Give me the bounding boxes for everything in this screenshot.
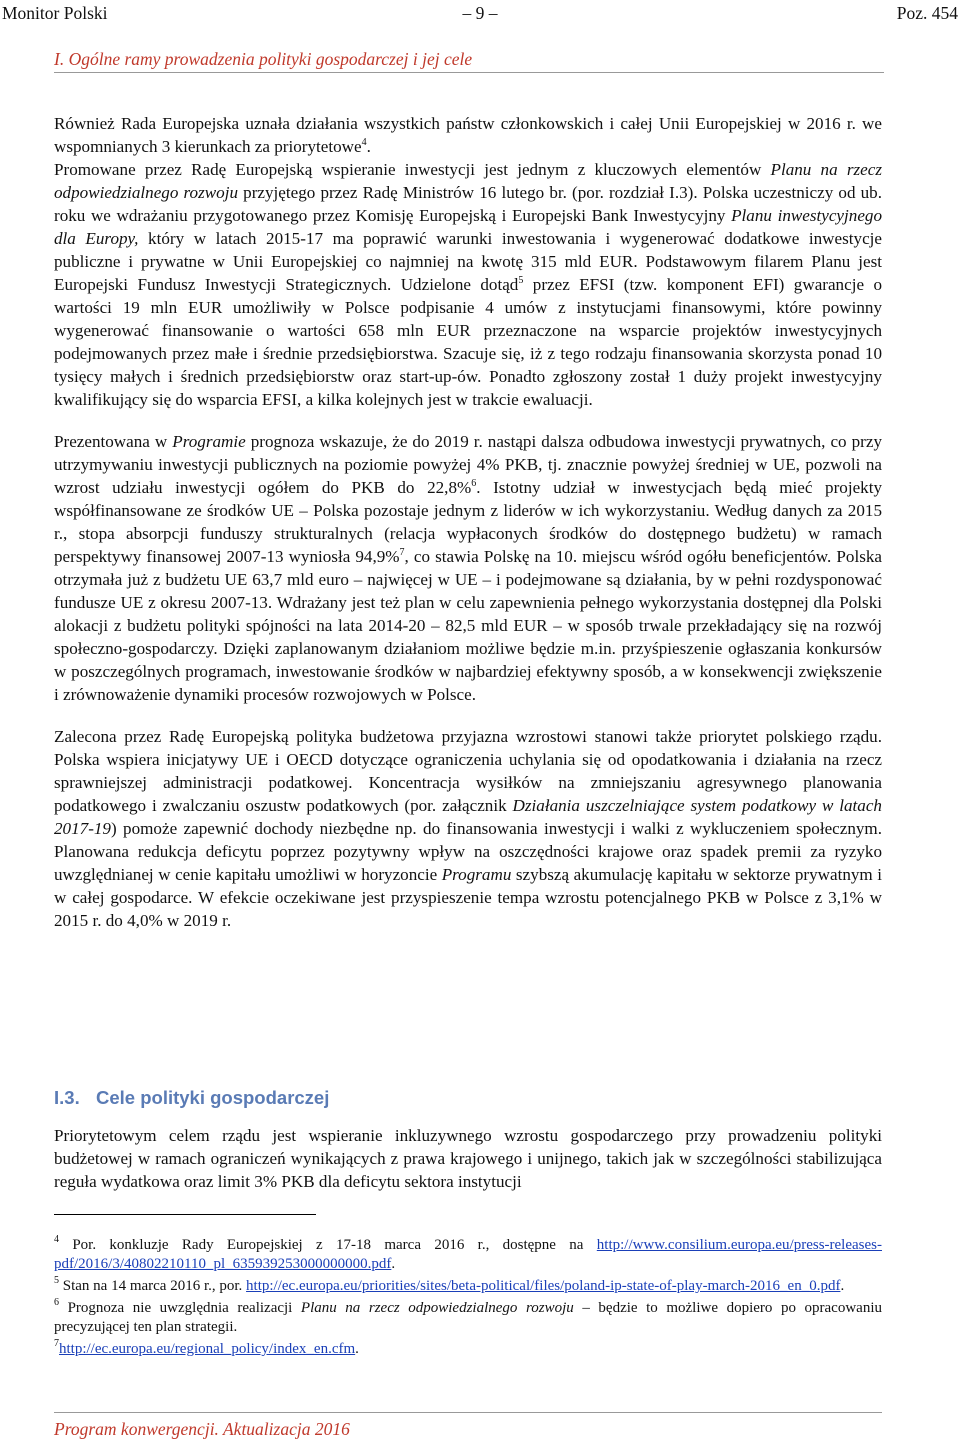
footnote-4 [54, 1236, 882, 1274]
p3-italic-programie: Programie [172, 432, 246, 451]
footnote-text: Prognoza nie uwzględnia realizacji [59, 1300, 301, 1316]
p3-text-a: Prezentowana w [54, 432, 173, 451]
header-position: Poz. 454 [896, 3, 958, 23]
p4-italic-annex: Działania uszczelniające system podatkowy w latach 2017-19 [54, 796, 882, 838]
p2-text-d: przez EFSI (tzw. komponent EFI) gwarancje o wartości 19 mln EUR umożliwiły w Polsce podpisanie 4 umów z instytucjami finansowymi, które powinny wygenerować finansowanie o wartości 658 mln EUR przeznaczone na wsparcie projektów inwestycyjnych podejmowanych przez małe i średnie przedsiębiorstwa. Szacuje się, iż z tego rodzaju finansowania skorzysta ponad 10 tysięcy małych i średnich przedsiębiorstw oraz start-up-ów. Ponadto zgłoszony został 1 duży projekt inwestycyjny kwalifikujący się do wsparcia EFSI, a kilka kolejnych jest w trakcie ewaluacji. [54, 275, 882, 409]
p1-end: . [366, 137, 371, 156]
paragraph-5: Priorytetowym celem rządu jest wspieranie inkluzywnego wzrostu gospodarczego przy prowadzeniu polityki budżetowej w ramach ograniczeń wynikających z prawa krajowego i unijnego, takich jak w szczególności stabilizująca reguła wydatkowa oraz limit 3% PKB dla deficytu sektora instytucji [54, 1126, 882, 1191]
paragraph-3 [54, 430, 882, 706]
footnote-ref-5[interactable]: 5 [518, 275, 524, 286]
p4-text-c: szybszą akumulację kapitału w sektorze prywatnym i w całej gospodarce. W efekcie oczekiwane jest przyspieszenie tempa wzrostu potencjalnego PKB w Polsce z 3,1% w 2015 r. do 4,0% w 2019 r. [54, 865, 882, 930]
footnote-number: 7 [54, 1338, 59, 1349]
p4-italic-programu: Programu [441, 865, 512, 884]
main-text [54, 112, 882, 951]
footnote-text: Por. konkluzje Rady Europejskiej z 17-18 marca 2016 r., dostępne na [59, 1237, 597, 1253]
footnote-ref-7[interactable]: 7 [399, 547, 405, 558]
section-title: I. Ogólne ramy prowadzenia polityki gospodarczej i jej cele [54, 48, 884, 73]
header-publication: Monitor Polski [2, 3, 108, 23]
page-header [0, 0, 960, 26]
footnotes [54, 1236, 882, 1362]
paragraph-4 [54, 725, 882, 932]
p2-italic-plan-inwestycyjny: Planu inwestycyjnego dla Europy, [54, 206, 882, 248]
footnote-end: . [355, 1341, 359, 1357]
p2-text-c: który w latach 2015-17 ma poprawić warunki inwestowania i wygenerować dodatkowe inwestycje publiczne i prywatne w Unii Europejskiej co najmniej na kwotę 315 mld EUR. Podstawowym filarem Planu jest Europejski Fundusz Inwestycji Strategicznych. Udzielone dotąd [54, 229, 882, 294]
page-footer: Program konwergencji. Aktualizacja 2016 [54, 1412, 882, 1440]
footnote-6 [54, 1299, 882, 1337]
footnote-end: . [391, 1256, 396, 1272]
p1-text: Również Rada Europejska uznała działania wszystkich państw członkowskich i całej Unii Europejskiej w 2016 r. we wspomnianych 3 kierunkach za priorytetowe [54, 114, 882, 156]
p3-text-d: , co stawia Polskę na 10. miejscu wśród ogółu beneficjentów. Polska otrzymała już z budżetu UE 63,7 mld euro – najwięcej w UE – i podejmowane są działania, by w pełni rozdysponować fundusze UE z okresu 2007-13. Wdrażany jest też plan w celu zapewnienia pełnego wykorzystania dostępnej dla Polski alokacji z budżetu polityki spójności na lata 2014-20 – 82,5 mld EUR – w sposób trwale przekładający się na rozwój społeczno-gospodarczy. Dzięki zaplanowanym działaniom możliwe będzie m.in. przyśpieszenie ogłaszania konkursów w poszczególnych programach, inwestowanie środków w najbardziej efektywny sposób, a w konsekwencji zwiększenie i zrównoważenie dynamiki procesów rozwojowych w Polsce. [54, 547, 882, 704]
p2-italic-plan: Planu na rzecz odpowiedzialnego rozwoju [54, 160, 882, 202]
subsection-heading [54, 1086, 882, 1110]
p3-text-c: . Istotny udział w inwestycjach będą mieć projekty współfinansowane ze środków UE – Polska pozostaje jednym z liderów w ich wykorzystaniu. Według danych za 2015 r., stopa absorpcji funduszy strukturalnych (relacja wypłaconych środków do dostępnego budżetu) w ramach perspektywy finansowej 2007-13 wyniosła 94,9% [54, 478, 882, 566]
header-page-number: – 9 – [462, 3, 498, 23]
footnote-text-b: – będzie to możliwe dopiero po opracowaniu precyzującej ten plan strategii. [54, 1300, 882, 1335]
p2-text-b: przyjętego przez Radę Ministrów 16 lutego br. (por. rozdział I.3). Polska uczestniczy od ub. roku we wdrażaniu przygotowanego przez Komisję Europejską i Europejski Bank Inwestycyjny [54, 183, 882, 225]
footnote-text: Stan na 14 marca 2016 r., por. [59, 1278, 247, 1294]
footnote-italic: Planu na rzecz odpowiedzialnego rozwoju [300, 1300, 574, 1316]
footnote-end: . [840, 1278, 845, 1294]
subsection-number: I.3. [54, 1087, 80, 1108]
footnote-number: 4 [54, 1234, 59, 1245]
paragraph-2 [54, 158, 882, 411]
p3-text-b: prognoza wskazuje, że do 2019 r. nastąpi dalsza odbudowa inwestycji prywatnych, co przy utrzymywaniu inwestycji publicznych na poziomie powyżej 4% PKB, tj. znacznie powyżej średniej w UE, pozwoli na wzrost udziału inwestycji ogółem do PKB do 22,8% [54, 432, 882, 497]
paragraph-1 [54, 112, 882, 158]
p4-text-a: Zalecona przez Radę Europejską polityka budżetowa przyjazna wzrostowi stanowi także priorytet polskiego rządu. Polska wspiera inicjatywy UE i OECD dotyczące ograniczenia uchylania się od opodatkowania i działania na rzecz sprawniejszej administracji podatkowej. Koncentracja wysiłków na zmniejszaniu agresywnego planowania podatkowego i zwalczaniu oszustw podatkowych (por. załącznik [54, 727, 882, 815]
footnote-7 [54, 1340, 882, 1359]
footnote-number: 6 [54, 1297, 59, 1308]
footnote-5 [54, 1277, 882, 1296]
footnote-ref-6[interactable]: 6 [471, 478, 477, 489]
footnote-link[interactable]: http://ec.europa.eu/priorities/sites/beta-political/files/poland-ip-state-of-play-march-2016_en_0.pdf [246, 1278, 841, 1294]
footnote-ref-4[interactable]: 4 [361, 137, 367, 148]
footnote-divider [54, 1214, 316, 1215]
subsection-title: Cele polityki gospodarczej [96, 1087, 330, 1108]
footnote-number: 5 [54, 1275, 59, 1286]
p4-text-b: ) pomoże zapewnić dochody niezbędne np. do finansowania inwestycji i walki z wykluczeniem społecznym. Planowana redukcja deficytu poprzez pozytywny wpływ na oszczędności krajowe oraz spadek premii za ryzyko uwzględnianej w cenie kapitału umożliwi w horyzoncie [54, 819, 882, 884]
footnote-link[interactable]: http://ec.europa.eu/regional_policy/index_en.cfm [59, 1341, 356, 1357]
footnote-link[interactable]: http://www.consilium.europa.eu/press-releases-pdf/2016/3/40802210110_pl_635939253000000000.pdf [54, 1237, 882, 1272]
p2-text-a: Promowane przez Radę Europejską wspieranie inwestycji jest jednym z kluczowych elementów [54, 160, 771, 179]
